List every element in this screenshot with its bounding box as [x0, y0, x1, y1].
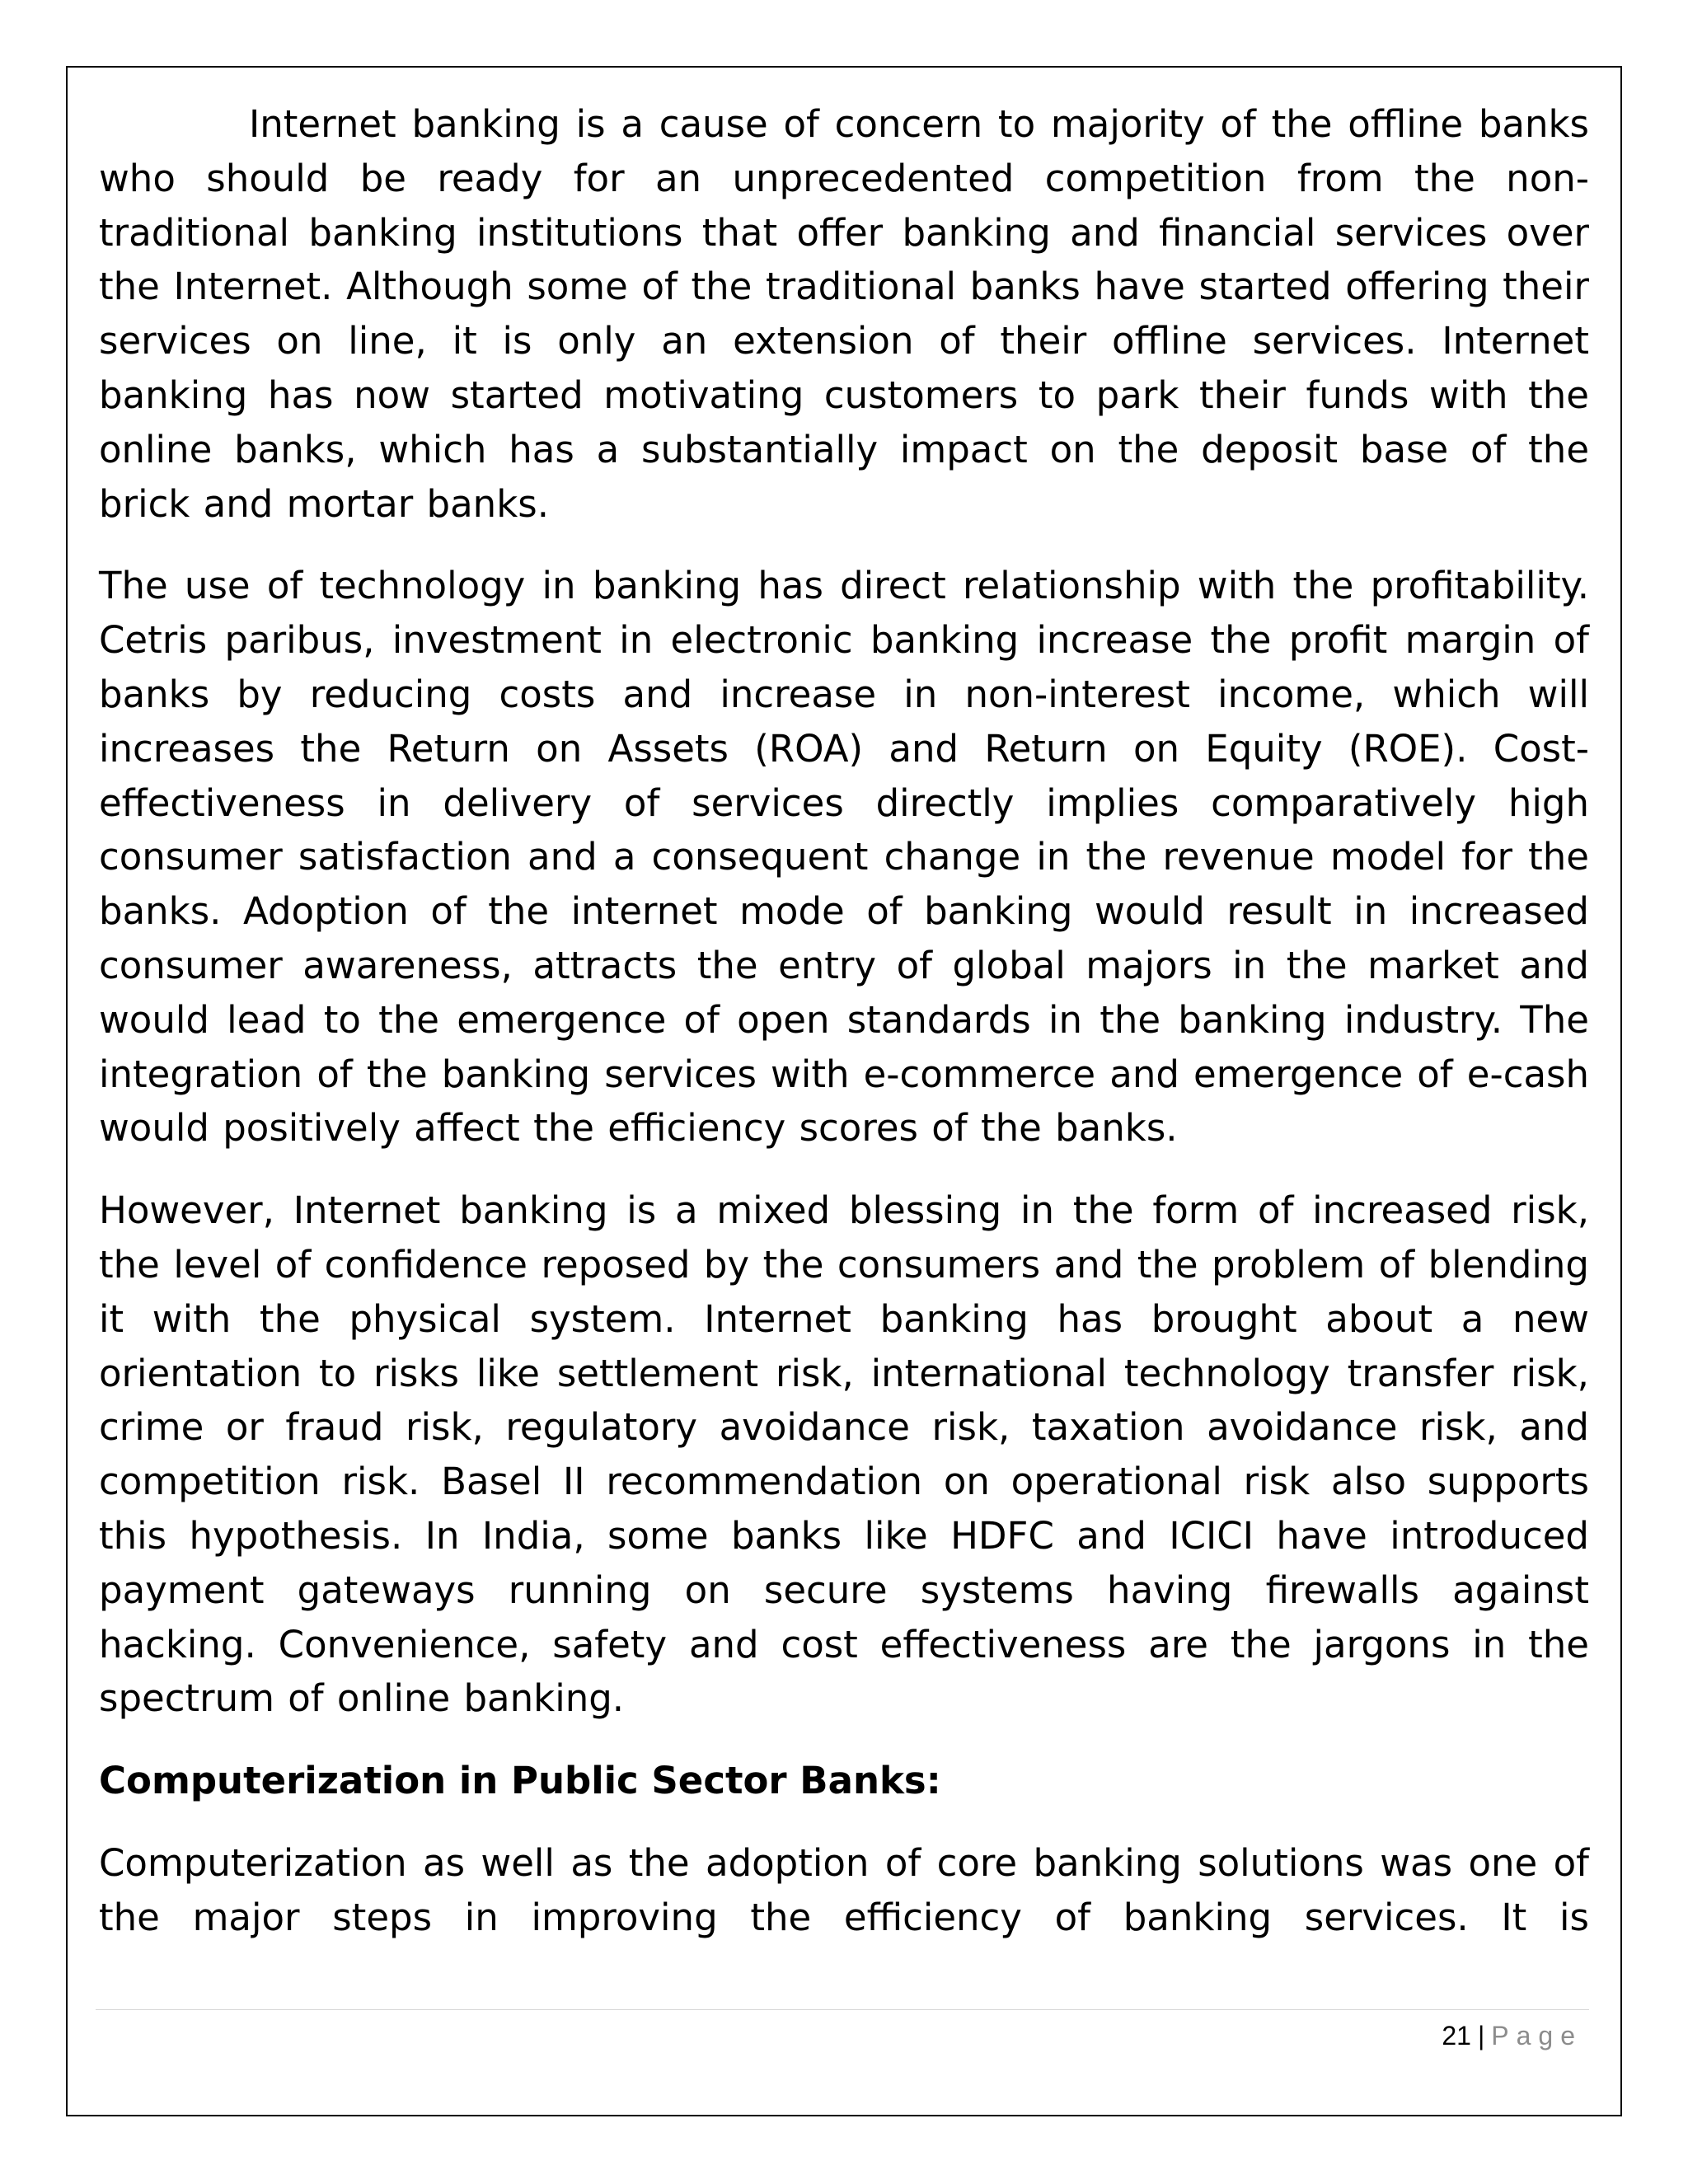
page-footer — [1442, 2018, 1582, 2054]
paragraph-technology-profitability: The use of technology in banking has direct relationship with the profitability. Cetris paribus, investment in electronic banking increase the profit margin of banks by reducing costs and increase in non-interest income, which will increases the Return on Assets (ROA) and Return on Equity (ROE). Cost-effectiveness in delivery of services directly implies comparatively high consumer satisfaction and a consequent change in the revenue model for the banks. Adoption of the internet mode of banking would result in increased consumer awareness, attracts the entry of global majors in the market and would lead to the emergence of open standards in the banking industry. The integration of the banking services with e-commerce and emergence of e-cash would positively affect the efficiency scores of the banks. — [99, 564, 1589, 1151]
document-body — [99, 97, 1589, 1945]
paragraph-computerization: Computerization as well as the adoption of core banking solutions was one of the major steps in improving the efficiency of banking services. It is — [99, 1840, 1589, 1939]
section-heading: Computerization in Public Sector Banks: — [99, 1759, 941, 1803]
footer-divider — [96, 2009, 1589, 2010]
footer-separator: | — [1477, 2021, 1485, 2050]
paragraph-mixed-blessing: However, Internet banking is a mixed blessing in the form of increased risk, the level of confidence reposed by the consumers and the problem of blending it with the physical system. Internet banking has brought about a new orientation to risks like settlement risk, international technology transfer risk, crime or fraud risk, regulatory avoidance risk, taxation avoidance risk, and competition risk. Basel II recommendation on operational risk also supports this hypothesis. In India, some banks like HDFC and ICICI have introduced payment gateways running on secure systems having firewalls against hacking. Convenience, safety and cost effectiveness are the jargons in the spectrum of online banking. — [99, 1188, 1589, 1721]
page-number: 21 — [1442, 2021, 1471, 2050]
paragraph-internet-banking-concern: Internet banking is a cause of concern to majority of the offline banks who should be ready for an unprecedented competition from the non-traditional banking institutions that offer banking and financial services over the Internet. Although some of the traditional banks have started offering their services on line, it is only an extension of their offline services. Internet banking has now started motivating customers to park their funds with the online banks, which has a substantially impact on the deposit base of the brick and mortar banks. — [99, 102, 1589, 526]
page-label: Page — [1491, 2021, 1582, 2050]
